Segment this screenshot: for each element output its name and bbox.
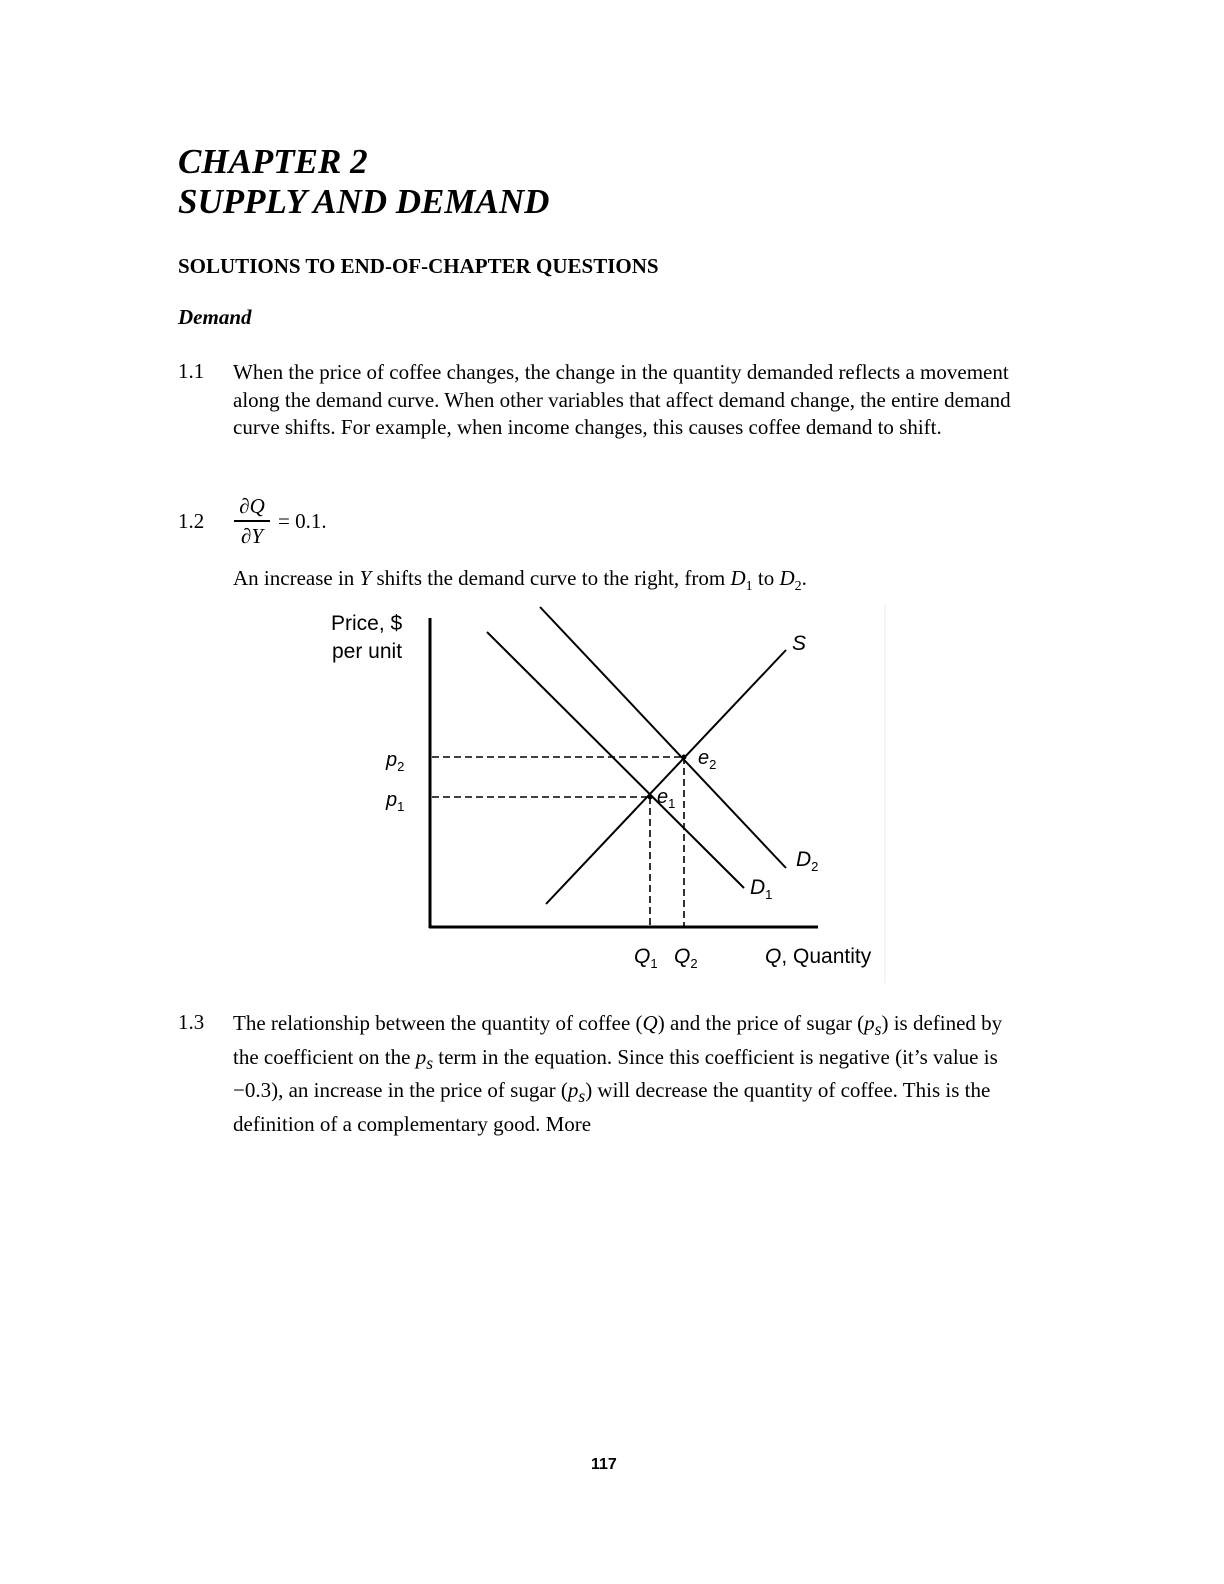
fraction-denominator: ∂Y: [240, 524, 264, 548]
item-1-3-text: The relationship between the quantity of coffee (Q) and the price of sugar $(p_s)$ is defined by the coefficient on the $p_s$ term in the equation. Since this coefficient is negative (it’s value is −0.3), an increase in the price of sugar $(p_s)$ will decrease the quantity of coffee. This is the definition of a complementary good. More: [233, 1011, 1003, 1137]
x-axis-label: Q, Quantity: [765, 945, 872, 968]
supply-curve: [546, 650, 786, 904]
demand-1-ref: $D_1$: [730, 566, 753, 595]
partial-derivative-fraction: [234, 494, 270, 548]
chapter-title: [178, 142, 549, 222]
quantity-q1-label: $Q_1$: [634, 945, 658, 971]
price-p1-label: $p_1$: [386, 789, 405, 814]
item-number-1-1: 1.1: [178, 359, 205, 383]
fraction-numerator: ∂Q: [239, 494, 265, 518]
supply-label: S: [792, 632, 807, 655]
equilibrium-e2-label: $e_2$: [698, 747, 717, 772]
y-axis-label-line2: per unit: [332, 640, 403, 663]
fraction-bar: [234, 520, 270, 522]
supply-demand-diagram: [320, 600, 900, 990]
section-heading: SOLUTIONS TO END-OF-CHAPTER QUESTIONS: [178, 254, 659, 278]
equilibrium-e1-label: $e_1$: [657, 786, 676, 811]
demand-d1-label: $D_1$: [750, 876, 773, 902]
equation-value: = 0.1.: [278, 509, 327, 533]
income-variable: Y: [359, 566, 372, 590]
diagram-caption: An increase in Y shifts the demand curve to the right, from $D_1$ to $D_2$.: [233, 566, 807, 595]
page-number: 117: [591, 1456, 617, 1473]
demand-curve-d2: [540, 607, 786, 868]
subsection-heading: Demand: [178, 305, 252, 329]
item-number-1-2: 1.2: [178, 509, 205, 533]
demand-d2-label: $D_2$: [796, 848, 819, 874]
equilibrium-e1-point: [648, 795, 653, 800]
quantity-q2-label: $Q_2$: [674, 945, 698, 971]
equilibrium-e2-point: [682, 755, 687, 760]
y-axis-label-line1: Price, $: [331, 612, 403, 635]
item-number-1-3: 1.3: [178, 1010, 205, 1034]
demand-2-ref: $D_2$: [779, 566, 802, 595]
chapter-name: SUPPLY AND DEMAND: [178, 182, 550, 221]
chapter-number: CHAPTER 2: [178, 142, 368, 181]
price-p2-label: $p_2$: [386, 749, 405, 774]
item-1-1-text: When the price of coffee changes, the change in the quantity demanded reflects a movement along the demand curve. When other variables that affect demand change, the entire demand curve shifts. For example, when income changes, this causes coffee demand to shift.: [233, 360, 1011, 439]
